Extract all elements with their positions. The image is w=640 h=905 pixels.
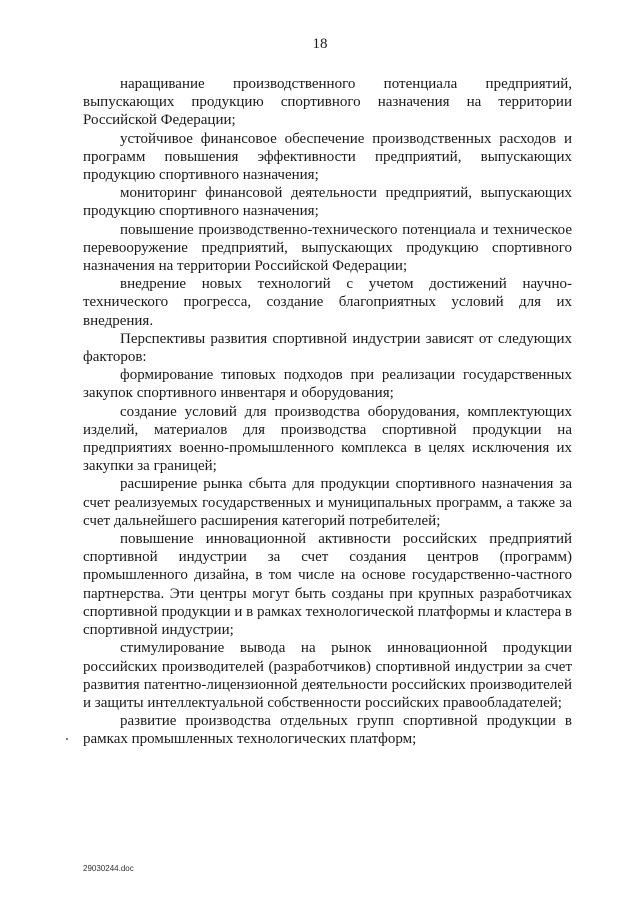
paragraph: наращивание производственного потенциала предприятий, выпускающих продукцию спортивного назначения на территории Российской Федерации;	[83, 76, 572, 129]
paragraph: формирование типовых подходов при реализации государственных закупок спортивного инвентаря и оборудования;	[83, 367, 572, 402]
paragraph: повышение производственно-технического потенциала и техническое перевооружение предприятий, выпускающих продукцию спортивного назначения на территории Российской Федерации;	[83, 221, 572, 275]
paragraph: расширение рынка сбыта для продукции спортивного назначения за счет реализуемых государственных и муниципальных программ, а также за счет дальнейшего расширения категорий потребителей;	[83, 476, 572, 529]
paragraph: Перспективы развития спортивной индустрии зависят от следующих факторов:	[83, 330, 572, 366]
page-number: 18	[312, 36, 328, 52]
paragraph: стимулирование вывода на рынок инновационной продукции российских производителей (разработчиков) спортивной индустрии за счет развития патентно-лицензионной деятельности российских производителей и защиты интеллектуальной собственности российских правообладателей;	[83, 640, 572, 711]
paragraph: внедрение новых технологий с учетом достижений научно-технического прогресса, создание благоприятных условий для их внедрения.	[83, 276, 572, 329]
paragraph: создание условий для производства оборудования, комплектующих изделий, материалов для производства спортивной продукции на предприятиях военно-промышленного комплекса в целях исключения их закупки за границей;	[83, 403, 572, 475]
paragraph: повышение инновационной активности российских предприятий спортивной индустрии за счет создания центров (программ) промышленного дизайна, в том числе на основе государственно-частного партнерства. Эти центры могут быть созданы при крупных разработчиках спортивной продукции и в рамках технологической платформы и кластера в спортивной индустрии;	[83, 531, 572, 639]
paragraph: развитие производства отдельных групп спортивной продукции в рамках промышленных технологических платформ;	[83, 713, 572, 748]
footer-filename: 29030244.doc	[83, 864, 134, 873]
paragraph: устойчивое финансовое обеспечение производственных расходов и программ повышения эффективности предприятий, выпускающих продукцию спортивного назначения;	[83, 130, 572, 184]
paragraph: мониторинг финансовой деятельности предприятий, выпускающих продукцию спортивного назначения;	[83, 185, 572, 220]
document-body	[83, 75, 572, 749]
scan-speck	[66, 738, 68, 740]
